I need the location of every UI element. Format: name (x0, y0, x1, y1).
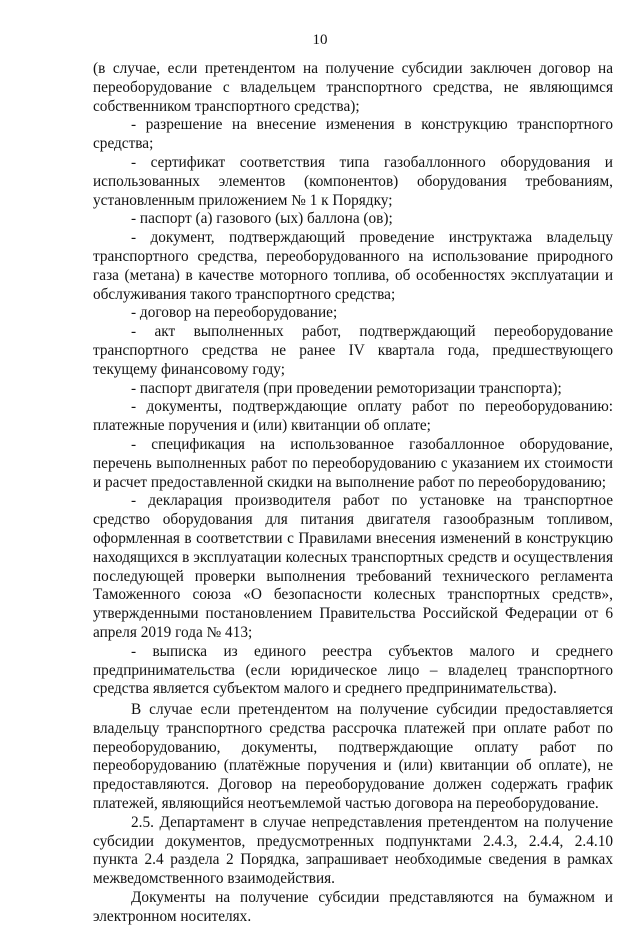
list-item: - документ, подтверждающий проведение инструктажа владельцу транспортного средства, переоборудованного на использование природного газа (метана) в качестве моторного топлива, об особенностях эксплуатации и обслуживания такого транспортного средства; (93, 229, 613, 303)
list-item: - договор на переоборудование; (131, 304, 338, 322)
document-body (93, 60, 613, 927)
list-item: - акт выполненных работ, подтверждающий переоборудование транспортного средства не ранее IV квартала года, предшествующего текущему финансовому году; (93, 323, 613, 378)
paragraph-2-5: 2.5. Департамент в случае непредставления претендентом на получение субсидии документов, предусмотренных подпунктами 2.4.3, 2.4.4, 2.4.10 пункта 2.4 раздела 2 Порядка, запрашивает необходимые сведения в рамках межведомственного взаимодействия. (93, 813, 613, 888)
list-item: - выписка из единого реестра субъектов малого и среднего предпринимательства (если юридическое лицо – владелец транспортного средства является субъектом малого и среднего предпринимательства). (93, 642, 613, 698)
paragraph: Документы на получение субсидии представляются на бумажном и электронном носителях. (93, 889, 613, 925)
paragraph: В случае если претендентом на получение субсидии предоставляется владельцу транспортного средства рассрочка платежей при оплате работ по переоборудованию, документы, подтверждающие оплату работ по переоборудованию (платёжные поручения и (или) квитанции об оплате), не предоставляются. Договор на переоборудование должен содержать график платежей, являющийся неотъемлемой частью договора на переоборудование. (93, 701, 613, 813)
list-item: - сертификат соответствия типа газобаллонного оборудования и использованных элементов (компонентов) оборудования требованиям, установленным приложением № 1 к Порядку; (93, 153, 613, 209)
list-item: - документы, подтверждающие оплату работ по переоборудованию: платежные поручения и (или) квитанции об оплате; (93, 398, 613, 435)
list-item: - паспорт двигателя (при проведении ремоторизации транспорта); (131, 379, 562, 397)
list-item: - декларация производителя работ по установке на транспортное средство оборудования для питания двигателя газообразным топливом, оформленная в соответствии с Правилами внесения изменений в конструкцию находящихся в эксплуатации колесных транспортных средств и осуществления последующей проверки выполнения требований технического регламента Таможенного союза «О безопасности колесных транспортных средств», утвержденными постановлением Правительства Российской Федерации от 6 апреля 2019 года № 413; (93, 492, 613, 641)
list-item: - паспорт (а) газового (ых) баллона (ов); (131, 210, 393, 228)
list-item: - спецификация на использованное газобаллонное оборудование, перечень выполненных работ по переоборудованию с указанием их стоимости и расчет предоставленной скидки на выполнение работ по переоборудованию; (93, 435, 613, 491)
list-item: - разрешение на внесение изменения в конструкцию транспортного средства; (93, 116, 613, 153)
page-number: 10 (312, 32, 328, 48)
paragraph-continuation: (в случае, если претендентом на получение субсидии заключен договор на переоборудование с владельцем транспортного средства, не являющимся собственником транспортного средства); (93, 60, 613, 115)
